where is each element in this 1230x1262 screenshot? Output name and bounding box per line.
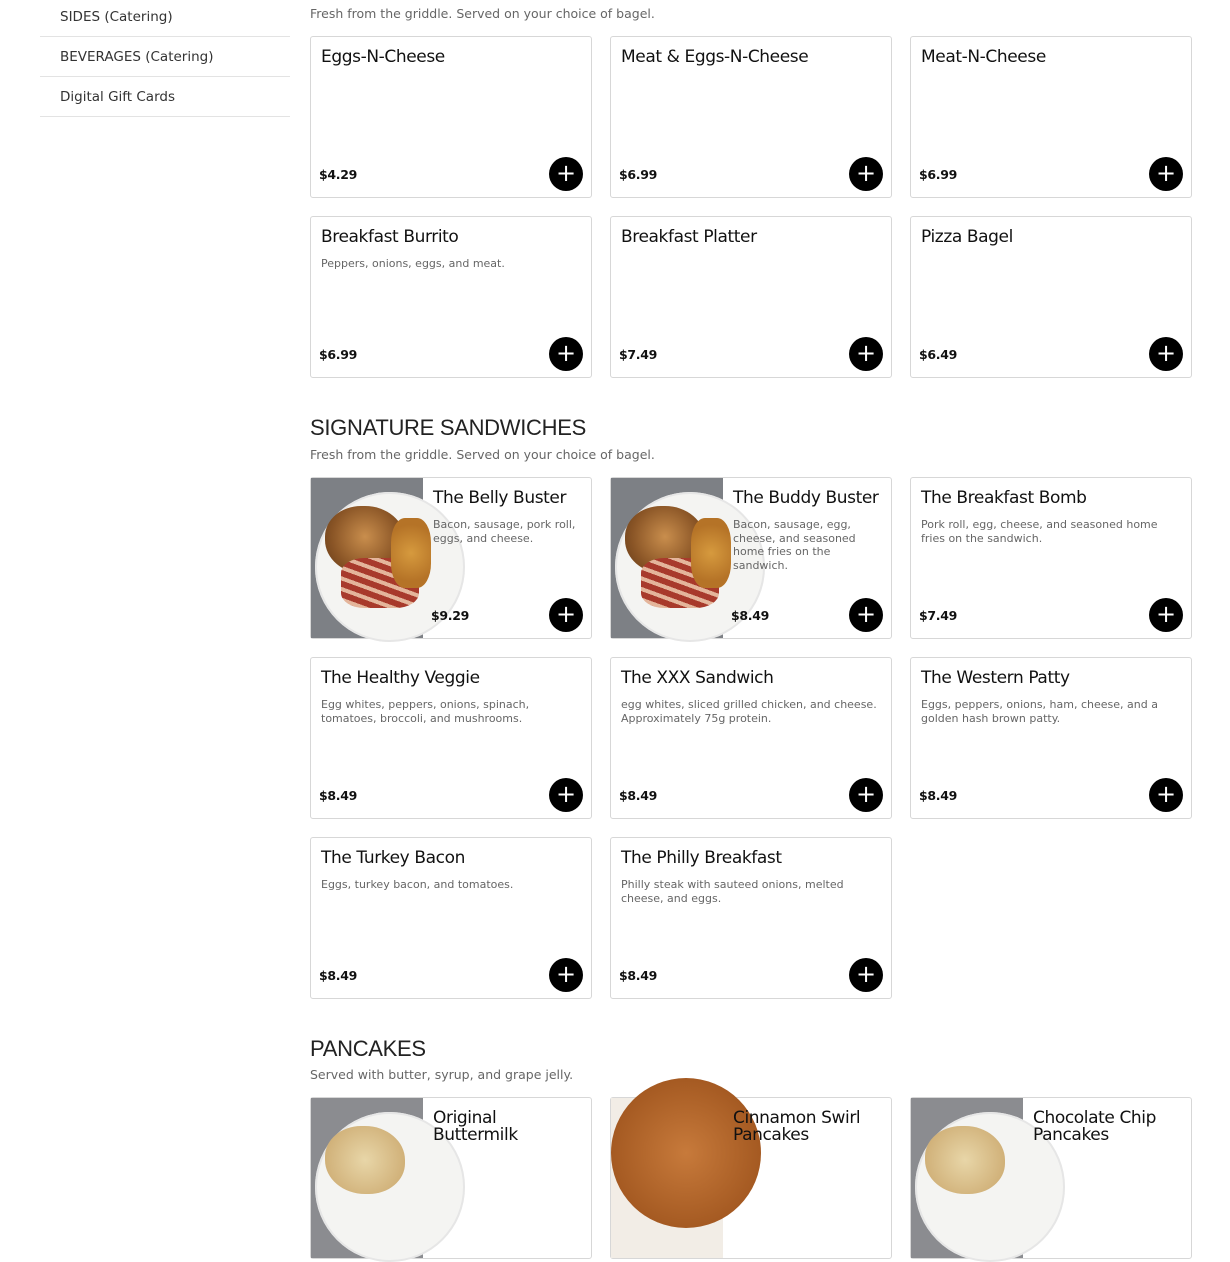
plus-icon: + bbox=[855, 600, 877, 628]
menu-item-card[interactable] bbox=[610, 837, 892, 999]
item-name: Cinnamon Swirl Pancakes bbox=[733, 1108, 861, 1145]
sidebar-item-sides-catering[interactable] bbox=[40, 0, 290, 37]
plus-icon: + bbox=[855, 780, 877, 808]
add-to-cart-button[interactable] bbox=[1149, 598, 1183, 632]
item-name: The Breakfast Bomb bbox=[921, 488, 1087, 508]
plus-icon: + bbox=[555, 780, 577, 808]
plus-icon: + bbox=[1155, 339, 1177, 367]
sidebar-item-label: SIDES (Catering) bbox=[60, 9, 173, 25]
item-price: $6.99 bbox=[619, 167, 658, 182]
section-description: Fresh from the griddle. Served on your choice of bagel. bbox=[310, 447, 655, 462]
add-to-cart-button[interactable] bbox=[549, 598, 583, 632]
add-to-cart-button[interactable] bbox=[549, 958, 583, 992]
section-title: SIGNATURE SANDWICHES bbox=[310, 415, 586, 440]
add-to-cart-button[interactable] bbox=[549, 157, 583, 191]
item-name: Breakfast Platter bbox=[621, 227, 757, 247]
menu-item-card[interactable] bbox=[310, 216, 592, 378]
add-to-cart-button[interactable] bbox=[849, 337, 883, 371]
item-name: The Buddy Buster bbox=[733, 488, 879, 508]
item-price: $9.29 bbox=[431, 608, 470, 623]
menu-item-card[interactable] bbox=[610, 36, 892, 198]
menu-item-card[interactable] bbox=[310, 1097, 592, 1259]
menu-item-card[interactable] bbox=[910, 36, 1192, 198]
item-description: Philly steak with sauteed onions, melted cheese, and eggs. bbox=[621, 878, 844, 905]
plus-icon: + bbox=[1155, 780, 1177, 808]
plus-icon: + bbox=[855, 159, 877, 187]
add-to-cart-button[interactable] bbox=[849, 598, 883, 632]
section-title: PANCAKES bbox=[310, 1036, 426, 1061]
item-price: $7.49 bbox=[919, 608, 958, 623]
item-price: $8.49 bbox=[619, 788, 658, 803]
item-name: Meat & Eggs-N-Cheese bbox=[621, 47, 809, 67]
item-name: The Western Patty bbox=[921, 668, 1070, 688]
item-photo bbox=[611, 1098, 723, 1258]
item-name: Breakfast Burrito bbox=[321, 227, 459, 247]
item-price: $6.49 bbox=[919, 347, 958, 362]
item-price: $7.49 bbox=[619, 347, 658, 362]
plus-icon: + bbox=[855, 339, 877, 367]
item-price: $8.49 bbox=[619, 968, 658, 983]
item-name: The Belly Buster bbox=[433, 488, 567, 508]
plus-icon: + bbox=[855, 960, 877, 988]
item-name: Original Buttermilk bbox=[433, 1108, 518, 1145]
item-price: $8.49 bbox=[919, 788, 958, 803]
item-name: The Healthy Veggie bbox=[321, 668, 480, 688]
item-name: Chocolate Chip Pancakes bbox=[1033, 1108, 1157, 1145]
menu-item-card[interactable] bbox=[610, 657, 892, 819]
menu-item-card[interactable] bbox=[910, 657, 1192, 819]
menu-item-card[interactable] bbox=[910, 216, 1192, 378]
item-name: Meat-N-Cheese bbox=[921, 47, 1046, 67]
plus-icon: + bbox=[555, 960, 577, 988]
menu-item-card[interactable] bbox=[910, 1097, 1192, 1259]
sidebar-item-beverages-catering[interactable] bbox=[40, 37, 290, 77]
item-photo bbox=[611, 478, 723, 638]
add-to-cart-button[interactable] bbox=[549, 337, 583, 371]
item-photo bbox=[911, 1098, 1023, 1258]
add-to-cart-button[interactable] bbox=[849, 778, 883, 812]
section-description: Fresh from the griddle. Served on your choice of bagel. bbox=[310, 6, 655, 21]
item-description: Egg whites, peppers, onions, spinach, tomatoes, broccoli, and mushrooms. bbox=[321, 698, 530, 725]
add-to-cart-button[interactable] bbox=[849, 157, 883, 191]
plus-icon: + bbox=[555, 339, 577, 367]
item-name: The Philly Breakfast bbox=[621, 848, 782, 868]
menu-item-card[interactable] bbox=[310, 657, 592, 819]
item-description: egg whites, sliced grilled chicken, and cheese. Approximately 75g protein. bbox=[621, 698, 877, 725]
item-price: $6.99 bbox=[319, 347, 358, 362]
plus-icon: + bbox=[1155, 600, 1177, 628]
item-description: Bacon, sausage, egg, cheese, and seasoned home fries on the sandwich. bbox=[733, 518, 856, 572]
menu-item-card[interactable] bbox=[610, 477, 892, 639]
plus-icon: + bbox=[1155, 159, 1177, 187]
item-description: Eggs, peppers, onions, ham, cheese, and a golden hash brown patty. bbox=[921, 698, 1158, 725]
item-price: $8.49 bbox=[731, 608, 770, 623]
menu-item-card[interactable] bbox=[310, 477, 592, 639]
item-price: $8.49 bbox=[319, 788, 358, 803]
item-description: Pork roll, egg, cheese, and seasoned home fries on the sandwich. bbox=[921, 518, 1158, 545]
item-photo bbox=[311, 1098, 423, 1258]
item-description: Peppers, onions, eggs, and meat. bbox=[321, 257, 505, 270]
menu-item-card[interactable] bbox=[910, 477, 1192, 639]
add-to-cart-button[interactable] bbox=[1149, 337, 1183, 371]
sidebar-item-label: Digital Gift Cards bbox=[60, 88, 176, 105]
menu-item-card[interactable] bbox=[310, 36, 592, 198]
add-to-cart-button[interactable] bbox=[549, 778, 583, 812]
item-name: The XXX Sandwich bbox=[621, 668, 774, 688]
category-sidebar bbox=[40, 0, 290, 117]
add-to-cart-button[interactable] bbox=[849, 958, 883, 992]
item-name: The Turkey Bacon bbox=[321, 848, 465, 868]
item-name: Pizza Bagel bbox=[921, 227, 1013, 247]
item-price: $4.29 bbox=[319, 167, 358, 182]
add-to-cart-button[interactable] bbox=[1149, 157, 1183, 191]
item-name: Eggs-N-Cheese bbox=[321, 47, 445, 67]
plus-icon: + bbox=[555, 600, 577, 628]
item-photo bbox=[311, 478, 423, 638]
menu-item-card[interactable] bbox=[310, 837, 592, 999]
item-price: $6.99 bbox=[919, 167, 958, 182]
item-description: Bacon, sausage, pork roll, eggs, and cheese. bbox=[433, 518, 576, 545]
section-description: Served with butter, syrup, and grape jelly. bbox=[310, 1067, 574, 1082]
menu-item-card[interactable] bbox=[610, 216, 892, 378]
plus-icon: + bbox=[555, 159, 577, 187]
add-to-cart-button[interactable] bbox=[1149, 778, 1183, 812]
item-price: $8.49 bbox=[319, 968, 358, 983]
menu-item-card[interactable] bbox=[610, 1097, 892, 1259]
item-description: Eggs, turkey bacon, and tomatoes. bbox=[321, 878, 514, 891]
sidebar-item-digital-gift-cards[interactable] bbox=[40, 77, 290, 117]
sidebar-item-label: BEVERAGES (Catering) bbox=[60, 48, 214, 65]
